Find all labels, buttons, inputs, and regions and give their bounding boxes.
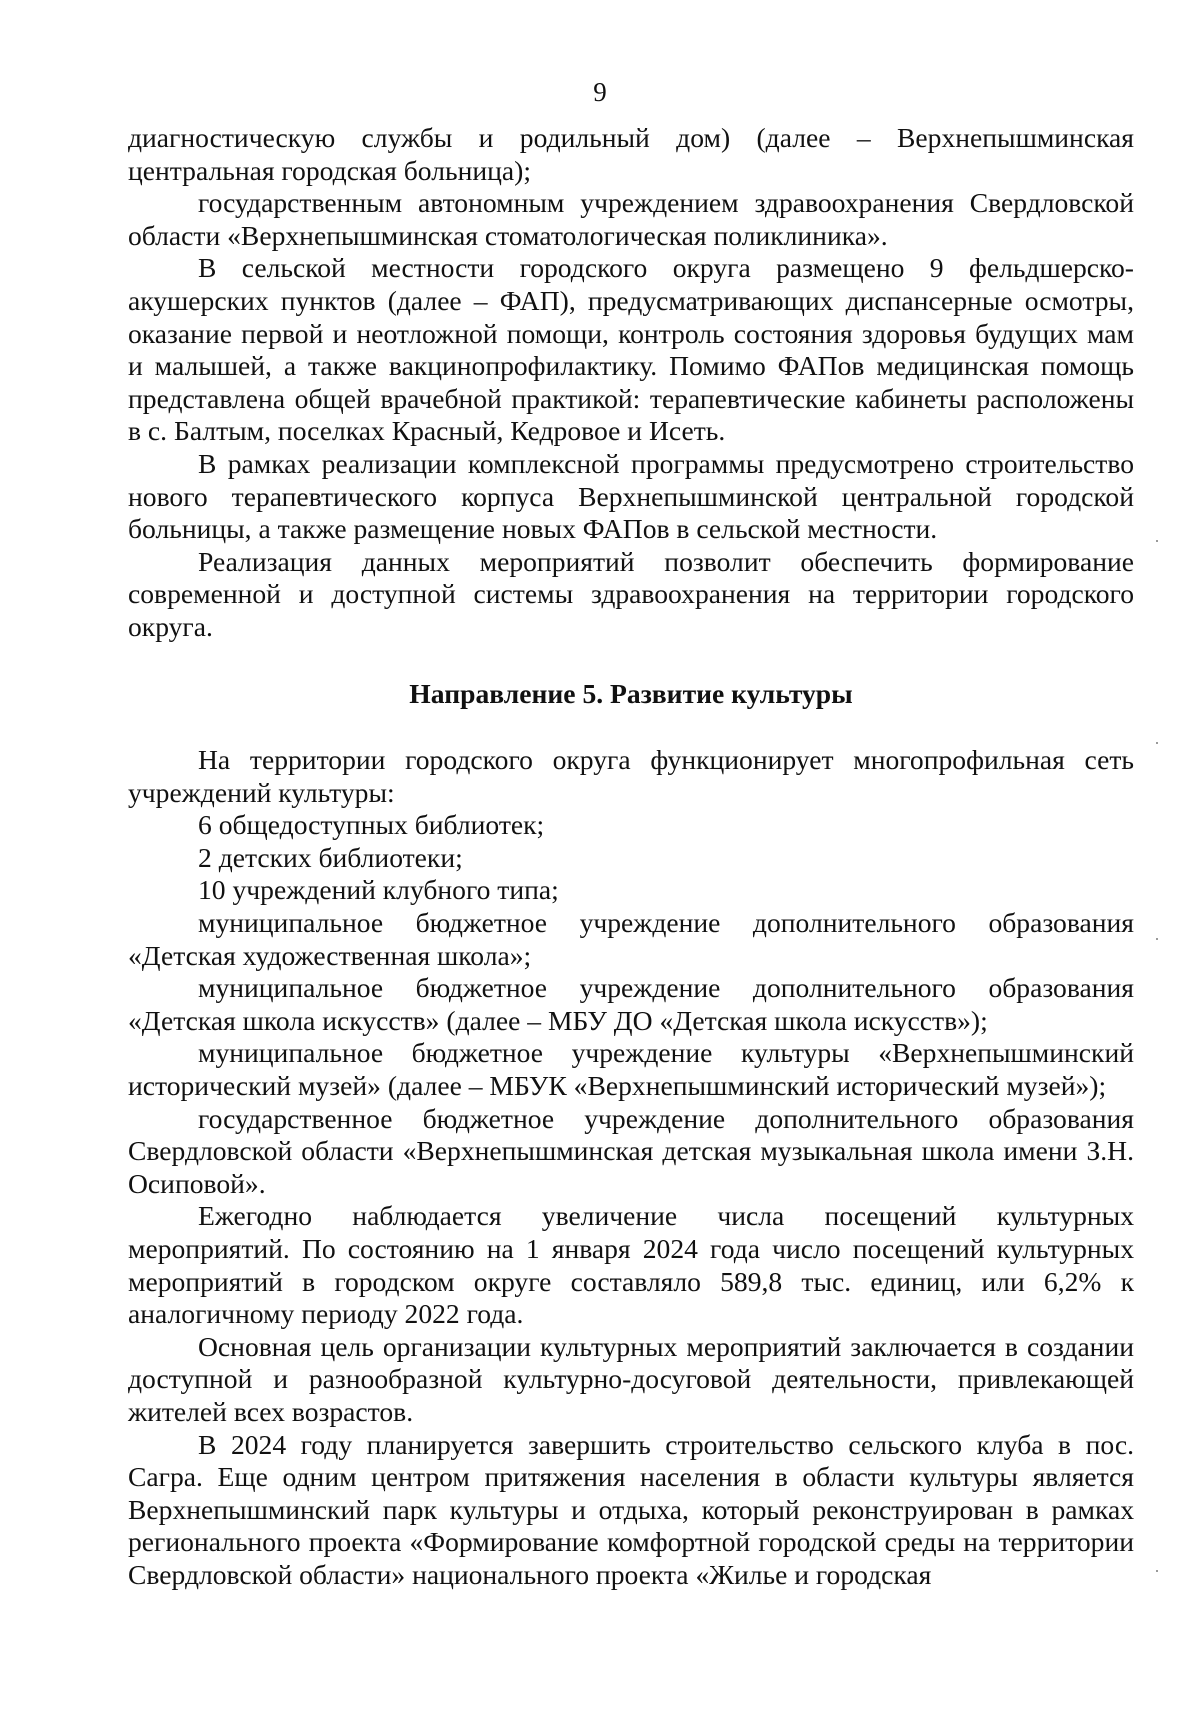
paragraph: государственным автономным учреждением здравоохранения Свердловской области «Верхнепышминская стоматологическая поликлиника». xyxy=(128,187,1134,251)
page-number: 9 xyxy=(593,77,607,107)
scan-speck xyxy=(1156,938,1158,940)
list-item: государственное бюджетное учреждение дополнительного образования Свердловской области «Верхнепышминская детская музыкальная школа имени З.Н. Осиповой». xyxy=(128,1102,1134,1199)
paragraph: В сельской местности городского округа размещено 9 фельдшерско-акушерских пунктов (далее – ФАП), предусматривающих диспансерные осмотры, оказание первой и неотложной помощи, контроль состояния здоровья будущих мам и малышей, а также вакцинопрофилактику. Помимо ФАПов медицинская помощь представлена общей врачебной практикой: терапевтические кабинеты расположены в с. Балтым, поселках Красный, Кедровое и Исеть. xyxy=(128,252,1134,447)
paragraph: диагностическую службы и родильный дом) (далее – Верхнепышминская центральная городская больница); xyxy=(128,122,1134,186)
spacer xyxy=(128,644,1134,678)
paragraph: Основная цель организации культурных мероприятий заключается в создании доступной и разнообразной культурно-досуговой деятельности, привлекающей жителей всех возрастов. xyxy=(128,1330,1134,1427)
list-item: муниципальное бюджетное учреждение культуры «Верхнепышминский исторический музей» (далее – МБУК «Верхнепышминский исторический музей»); xyxy=(128,1037,1134,1102)
document-body xyxy=(128,122,1134,1592)
section-heading: Направление 5. Развитие культуры xyxy=(409,677,853,709)
scan-speck xyxy=(1156,540,1158,542)
list-item: 10 учреждений клубного типа; xyxy=(198,874,559,906)
list-item: муниципальное бюджетное учреждение дополнительного образования «Детская художественная школа»; xyxy=(128,907,1134,971)
list-item: 6 общедоступных библиотек; xyxy=(198,809,545,841)
scan-speck xyxy=(1156,1570,1158,1572)
paragraph: Ежегодно наблюдается увеличение числа посещений культурных мероприятий. По состоянию на 1 января 2024 года число посещений культурных мероприятий в городском округе составляло 589,8 тыс. единиц, или 6,2% к аналогичному периоду 2022 года. xyxy=(128,1200,1134,1330)
list-item: муниципальное бюджетное учреждение дополнительного образования «Детская школа искусств» (далее – МБУ ДО «Детская школа искусств»); xyxy=(128,972,1134,1036)
spacer xyxy=(128,710,1134,744)
paragraph: На территории городского округа функционирует многопрофильная сеть учреждений культуры: xyxy=(128,744,1134,808)
paragraph: В рамках реализации комплексной программы предусмотрено строительство нового терапевтического корпуса Верхнепышминской центральной городской больницы, а также размещение новых ФАПов в сельской местности. xyxy=(128,447,1134,545)
scan-speck xyxy=(1156,742,1158,744)
paragraph: В 2024 году планируется завершить строительство сельского клуба в пос. Сагра. Еще одним центром притяжения населения в области культуры является Верхнепышминский парк культуры и отдыха, который реконструирован в рамках регионального проекта «Формирование комфортной городской среды на территории Свердловской области» национального проекта «Жилье и городская xyxy=(128,1428,1134,1590)
paragraph: Реализация данных мероприятий позволит обеспечить формирование современной и доступной системы здравоохранения на территории городского округа. xyxy=(128,545,1134,642)
list-item: 2 детских библиотеки; xyxy=(198,841,463,873)
